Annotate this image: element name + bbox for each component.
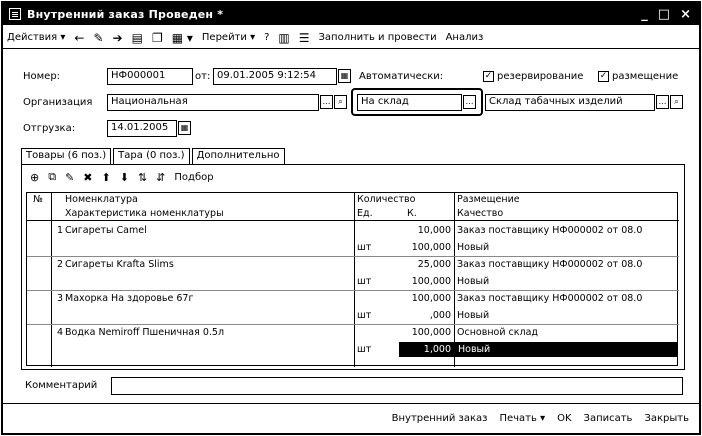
tab-packaging[interactable]: Тара (0 поз.) <box>113 148 189 164</box>
delete-row-icon[interactable]: ✖ <box>83 170 93 184</box>
tab-strip <box>21 148 287 164</box>
tab-additional[interactable]: Дополнительно <box>192 148 285 164</box>
table-header <box>27 193 679 207</box>
col-k-header[interactable]: К. <box>407 208 417 219</box>
table-toolbar <box>30 168 214 186</box>
row-placement: Заказ поставщику НФ000002 от 08.0 <box>457 259 643 270</box>
goto-menu[interactable]: Перейти ▾ <box>201 32 256 43</box>
warehouse-open-icon[interactable]: ⌕ <box>670 95 683 109</box>
shipment-date-field[interactable]: 14.01.2005 <box>107 120 177 137</box>
row-placement: Заказ поставщику НФ000002 от 08.0 <box>457 293 643 304</box>
number-field[interactable]: НФ000001 <box>107 68 193 85</box>
row-number: 3 <box>57 293 64 304</box>
row-unit: шт <box>357 276 372 287</box>
footer <box>3 403 699 433</box>
row-qty: 25,000 <box>417 259 451 270</box>
row-quality: Новый <box>457 242 490 253</box>
org-open-icon[interactable]: ⌕ <box>334 95 347 109</box>
row-placement: Заказ поставщику НФ000002 от 08.0 <box>457 225 643 236</box>
structure-icon[interactable]: ▦ ▾ <box>171 30 193 45</box>
col-characteristic-header[interactable]: Характеристика номенклатуры <box>65 208 224 219</box>
table-row[interactable] <box>27 223 679 257</box>
selection-button[interactable]: Подбор <box>174 171 214 183</box>
org-select-button[interactable]: … <box>320 95 333 109</box>
add-row-icon[interactable]: ⊕ <box>30 170 40 184</box>
row-quality: Новый <box>458 344 491 355</box>
row-qty: 100,000 <box>411 327 451 338</box>
row-qty: 100,000 <box>411 293 451 304</box>
col-nomenclature-header[interactable]: Номенклатура <box>65 194 138 205</box>
reserve-label: резервирование <box>497 71 584 82</box>
window-controls <box>641 7 699 22</box>
list-icon[interactable]: ☰ <box>298 30 310 45</box>
row-k: ,000 <box>429 310 451 321</box>
operation-select-button[interactable]: … <box>463 95 476 109</box>
goto-label: Перейти <box>201 32 247 43</box>
row-name: Махорка На здоровье 67г <box>65 293 194 304</box>
col-no-header: № <box>33 194 43 205</box>
placement-label: размещение <box>612 71 679 82</box>
row-placement: Основной склад <box>457 327 538 338</box>
row-k: 100,000 <box>411 276 451 287</box>
actions-menu[interactable]: Действия ▾ <box>7 32 66 43</box>
col-quality-header[interactable]: Качество <box>457 208 504 219</box>
table-row[interactable] <box>27 291 679 325</box>
organization-field[interactable]: Национальная <box>107 94 319 111</box>
arrow-right-icon[interactable]: ➔ <box>112 30 123 45</box>
goods-table <box>26 192 678 366</box>
col-unit-header[interactable]: Ед. <box>357 208 373 219</box>
save-button[interactable]: Записать <box>583 413 633 424</box>
document-window <box>1 1 701 435</box>
placement-checkbox[interactable]: ✓ <box>599 71 608 81</box>
col-qty-header[interactable]: Количество <box>357 194 416 205</box>
row-quality: Новый <box>457 310 490 321</box>
row-k: 1,000 <box>423 344 451 355</box>
edit-row-icon[interactable]: ✎ <box>65 170 75 184</box>
print-label: Печать <box>499 413 537 424</box>
copy-icon[interactable]: ❐ <box>151 30 163 45</box>
comment-field[interactable] <box>111 377 683 395</box>
copy-row-icon[interactable]: ⧉ <box>48 170 57 183</box>
edit-icon[interactable]: ✎ <box>93 30 104 45</box>
row-k: 100,000 <box>411 242 451 253</box>
auto-label: Автоматически: <box>359 71 444 82</box>
row-name: Сигареты Kraftа Slims <box>65 259 174 270</box>
actions-label: Действия <box>7 32 58 43</box>
toolbar <box>3 27 699 49</box>
reserve-checkbox[interactable]: ✓ <box>484 71 493 81</box>
print-preview-icon[interactable]: ▤ <box>131 30 143 45</box>
calendar-icon[interactable]: ▦ <box>338 69 351 83</box>
shipment-label: Отгрузка: <box>23 123 76 134</box>
window-title: Внутренний заказ Проведен * <box>27 7 224 21</box>
row-qty: 10,000 <box>417 225 451 236</box>
comment-label: Комментарий <box>25 380 98 391</box>
sort-desc-icon[interactable]: ⇵ <box>156 170 166 184</box>
col-placement-header[interactable]: Размещение <box>457 194 520 205</box>
shipment-calendar-icon[interactable]: ▦ <box>178 121 191 135</box>
goods-panel <box>21 164 685 370</box>
date-from-label: от: <box>195 71 211 82</box>
row-number: 4 <box>57 327 64 338</box>
help-button[interactable]: ? <box>264 32 270 43</box>
row-number: 1 <box>57 225 64 236</box>
row-unit: шт <box>357 344 372 355</box>
organization-label: Организация <box>23 97 93 108</box>
fill-and-post-button[interactable]: Заполнить и провести <box>318 32 437 43</box>
row-unit: шт <box>357 310 372 321</box>
close-icon[interactable]: × <box>680 6 691 22</box>
dt-kt-icon[interactable]: ▥ <box>278 30 290 45</box>
print-form-button[interactable]: Внутренний заказ <box>391 413 488 424</box>
sort-asc-icon[interactable]: ⇅ <box>137 170 148 184</box>
print-menu[interactable]: Печать ▾ <box>499 413 546 424</box>
close-button[interactable]: Закрыть <box>644 413 689 424</box>
ok-button[interactable]: OK <box>557 413 572 424</box>
operation-type-field[interactable]: На склад <box>357 94 462 111</box>
row-name: Водка Nemiroff Пшеничная 0.5л <box>65 327 225 338</box>
document-icon <box>9 8 21 20</box>
move-up-icon[interactable]: ⬆ <box>101 170 111 184</box>
row-unit: шт <box>357 242 372 253</box>
analysis-button[interactable]: Анализ <box>445 32 484 43</box>
warehouse-field[interactable]: Склад табачных изделий <box>485 94 655 111</box>
minimize-icon[interactable]: _ <box>641 6 648 22</box>
table-row[interactable] <box>27 325 679 359</box>
warehouse-select-button[interactable]: … <box>656 95 669 109</box>
maximize-icon[interactable]: □ <box>657 6 671 22</box>
title-bar <box>3 3 699 25</box>
date-field[interactable]: 09.01.2005 9:12:54 <box>213 68 337 85</box>
arrow-left-icon[interactable]: ← <box>74 30 85 45</box>
row-number: 2 <box>57 259 64 270</box>
move-down-icon[interactable]: ⬇ <box>119 170 129 184</box>
number-label: Номер: <box>23 71 61 82</box>
row-name: Сигареты Camel <box>65 225 147 236</box>
table-subheader <box>27 207 679 221</box>
table-row[interactable] <box>27 257 679 291</box>
row-quality: Новый <box>457 276 490 287</box>
tab-goods[interactable]: Товары (6 поз.) <box>21 148 111 164</box>
